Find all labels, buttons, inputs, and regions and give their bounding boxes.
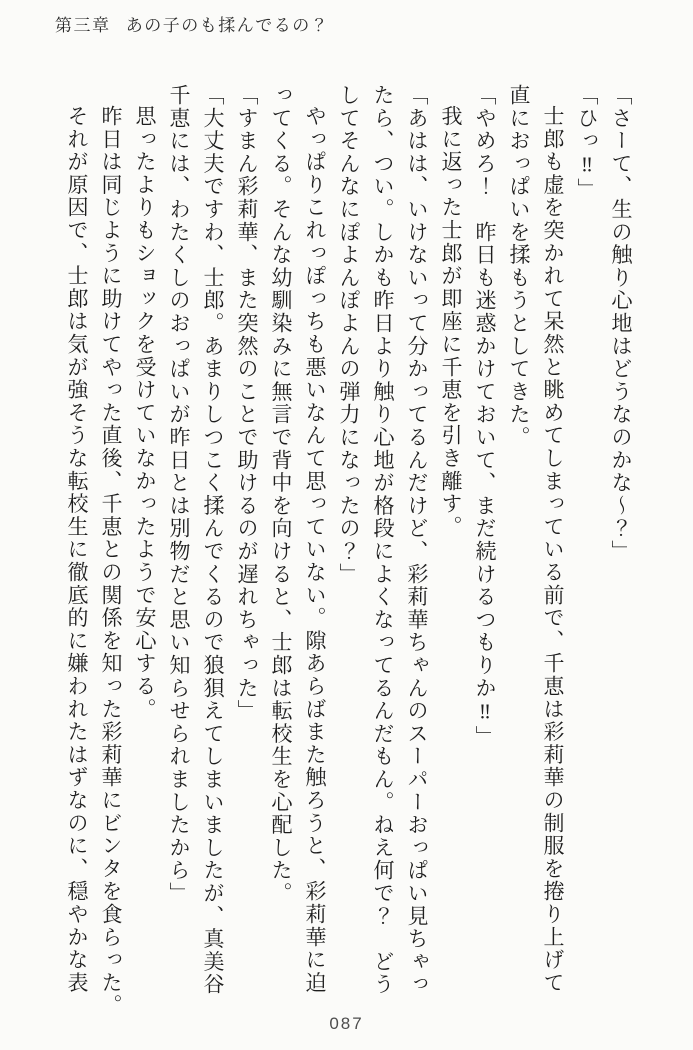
body-text [52, 84, 638, 1024]
text-line: 「すまん彩莉華、また突然のことで助けるのが遅れちゃった」 [235, 84, 259, 723]
text-line: 「あはは、いけないって分かってるんだけど、彩莉華ちゃんのスーパーおっぱい見ちゃっ [405, 84, 429, 996]
chapter-title: あの子のも揉んでるの？ [125, 16, 330, 35]
text-line: 「ひっ‼」 [575, 84, 599, 201]
text-line: 「さーて、生の触り心地はどうなのかな〜？」 [609, 84, 633, 563]
page-number: 087 [329, 1014, 364, 1033]
text-line: 我に返った士郎が即座に千恵を引き離す。 [439, 105, 463, 539]
text-line: 思ったよりもショックを受けていなかったようで安心する。 [133, 105, 157, 721]
text-line: 千恵には、わたくしのおっぱいが昨日とは別物だと思い知らせられましたから」 [167, 84, 191, 905]
text-line: 直におっぱいを揉もうとしてきた。 [507, 84, 531, 449]
text-line: 昨日は同じように助けてやった直後、千恵との関係を知った彩莉華にビンタを食らった。 [99, 105, 123, 1017]
running-header [55, 11, 329, 36]
text-line: 「やめろ！ 昨日も迷惑かけておいて、まだ続けるつもりか‼」 [473, 84, 497, 749]
chapter-number: 第三章 [55, 16, 111, 35]
text-line: ってくる。そんな幼馴染みに無言で背中を向けると、士郎は転校生を心配した。 [269, 84, 293, 905]
text-line: 「大丈夫ですわ、士郎。あまりしつこく揉んでくるので狼狽えてしまいましたが、真美谷 [201, 84, 225, 996]
text-line: たら、つい。しかも昨日より触り心地が格段によくなってるんだもん。ねえ何で？ どう [371, 84, 395, 996]
text-line: 士郎も虚を突かれて呆然と眺めてしまっている前で、千恵は彩莉華の制服を捲り上げて [541, 105, 565, 995]
text-line: やっぱりこれっぽっちも悪いなんて思っていない。隙あらばまた触ろうと、彩莉華に迫 [303, 105, 327, 995]
text-line: それが原因で、士郎は気が強そうな転校生に徹底的に嫌われたはずなのに、穏やかな表 [65, 105, 89, 995]
text-line: してそんなにぽよんぽよんの弾力になったの？」 [337, 84, 361, 586]
